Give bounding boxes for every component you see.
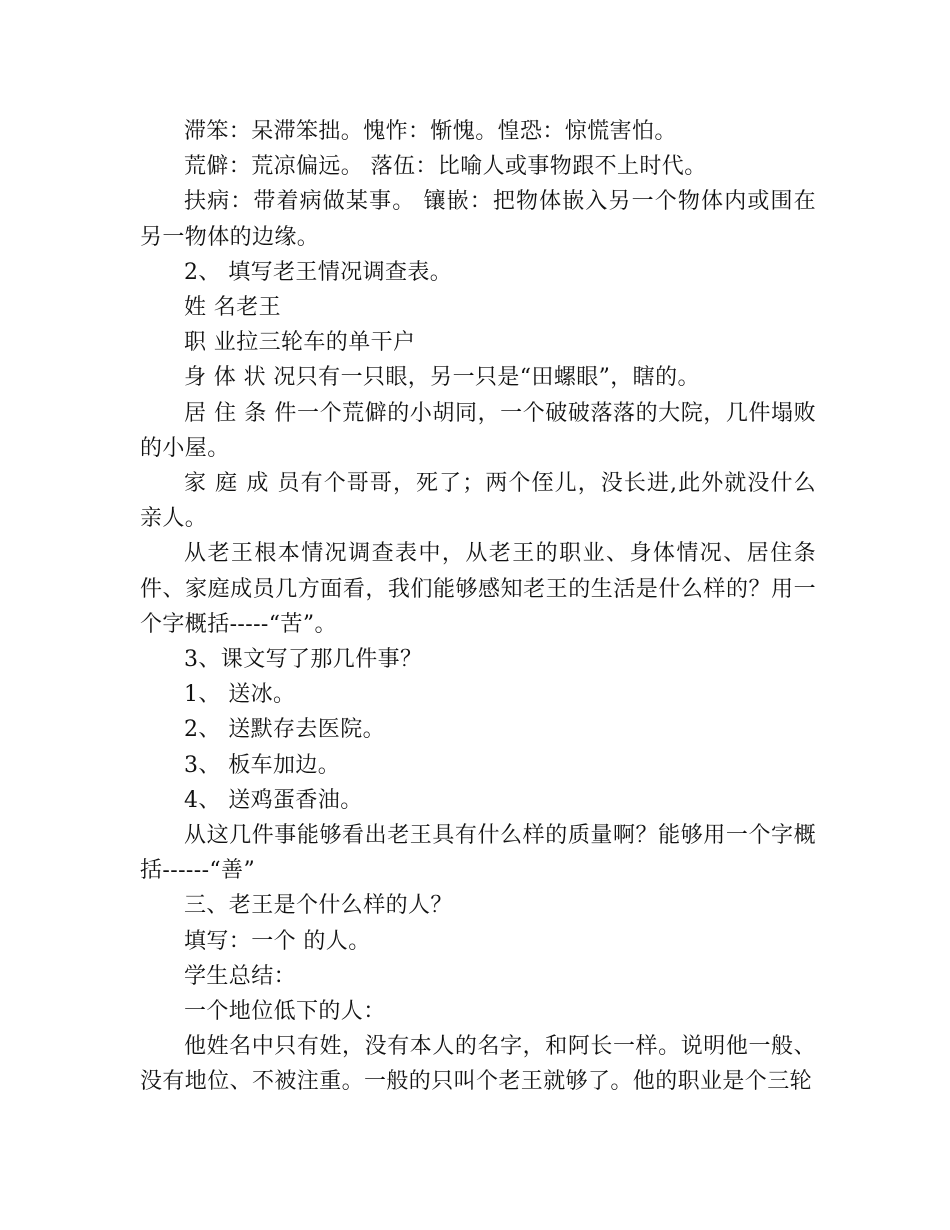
paragraph-heading-person: 三、老王是个什么样的人？ — [184, 893, 453, 919]
paragraph-survey-housing: 居 住 条 件一个荒僻的小胡同，一个破破落落的大院，几件塌败的小屋。 — [140, 400, 816, 461]
paragraph-survey-health: 身 体 状 况只有一只眼，另一只是“田螺眼”，瞎的。 — [184, 365, 700, 391]
paragraph-analysis: 他姓名中只有姓，没有本人的名字，和阿长一样。说明他一般、没有地位、不被注重。一般的只叫个老王就够了。他的职业是个三轮 — [140, 1034, 816, 1095]
document-body — [140, 114, 816, 1100]
paragraph-summary-kind: 从这几件事能够看出老王具有什么样的质量啊？能够用一个字概括------“善” — [140, 823, 816, 884]
paragraph-glossary-2: 荒僻：荒凉偏远。 落伍：比喻人或事物跟不上时代。 — [184, 154, 707, 180]
paragraph-survey-family: 家 庭 成 员有个哥哥，死了；两个侄儿，没长进,此外就没什么亲人。 — [140, 471, 816, 532]
paragraph-summary-bitter: 从老王根本情况调查表中，从老王的职业、身体情况、居住条件、家庭成员几方面看，我们能够感知老王的生活是什么样的？用一个字概括-----“苦”。 — [140, 541, 816, 637]
paragraph-event-1: 1、 送冰。 — [184, 682, 296, 708]
paragraph-event-3: 3、 板车加边。 — [184, 752, 341, 778]
paragraph-heading-events: 3、课文写了那几件事？ — [184, 647, 423, 673]
paragraph-glossary-1: 滞笨：呆滞笨拙。愧怍：惭愧。惶恐：惊慌害怕。 — [184, 119, 677, 144]
paragraph-event-2: 2、 送默存去医院。 — [184, 717, 385, 743]
paragraph-event-4: 4、 送鸡蛋香油。 — [184, 787, 363, 813]
paragraph-fill-in: 填写：一个 的人。 — [184, 928, 371, 954]
paragraph-low-status: 一个地位低下的人： — [184, 999, 386, 1025]
paragraph-heading-survey: 2、 填写老王情况调查表。 — [184, 259, 453, 285]
paragraph-glossary-3: 扶病：带着病做某事。 镶嵌：把物体嵌入另一个物体内或围在另一物体的边缘。 — [140, 189, 816, 250]
paragraph-survey-job: 职 业拉三轮车的单干户 — [184, 330, 416, 356]
paragraph-student-summary: 学生总结： — [184, 963, 297, 989]
paragraph-survey-name: 姓 名老王 — [184, 295, 281, 321]
